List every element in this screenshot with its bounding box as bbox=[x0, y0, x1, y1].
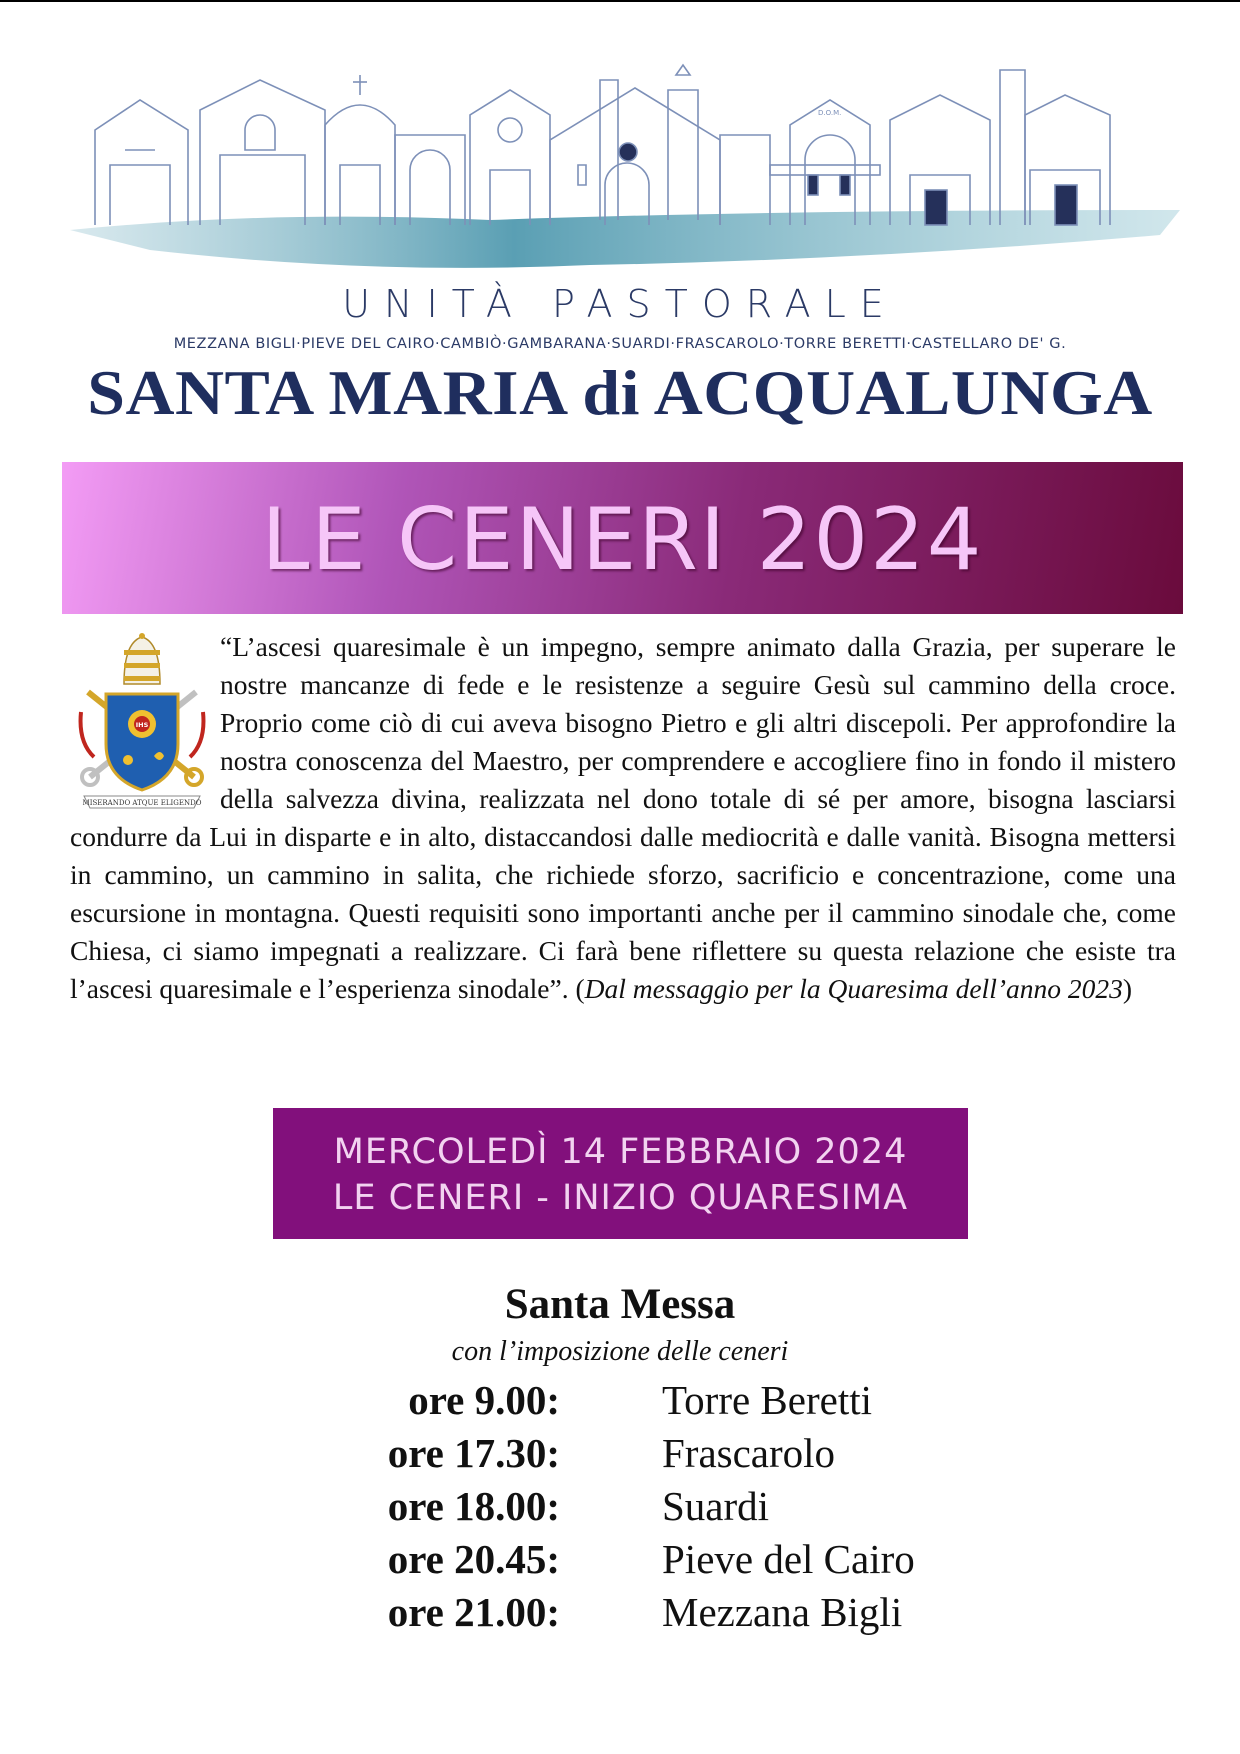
schedule-row bbox=[0, 1482, 1240, 1534]
schedule-time: ore 18.00: bbox=[387, 1483, 560, 1529]
schedule-time: ore 17.30: bbox=[387, 1430, 560, 1476]
schedule-row bbox=[0, 1429, 1240, 1481]
schedule-place: Pieve del Cairo bbox=[662, 1536, 915, 1582]
schedule-row bbox=[0, 1376, 1240, 1428]
churches-skyline-illustration bbox=[70, 60, 1180, 285]
parish-name: SANTA MARIA di ACQUALUNGA bbox=[87, 357, 1153, 428]
schedule-place: Torre Beretti bbox=[662, 1377, 873, 1423]
event-date: MERCOLEDÌ 14 FEBBRAIO 2024 bbox=[333, 1132, 908, 1172]
schedule-place: Frascarolo bbox=[662, 1430, 836, 1476]
mass-subtitle: con l’imposizione delle ceneri bbox=[451, 1336, 789, 1367]
schedule-place: Mezzana Bigli bbox=[662, 1589, 903, 1635]
event-date-box bbox=[273, 1108, 968, 1239]
schedule-time: ore 21.00: bbox=[387, 1589, 560, 1635]
schedule-place: Suardi bbox=[662, 1483, 770, 1529]
towns-list: MEZZANA BIGLI·PIEVE DEL CAIRO·CAMBIÒ·GAMBARANA·SUARDI·FRASCAROLO·TORRE BERETTI·CASTELLARO DE' G. bbox=[173, 336, 1067, 352]
crest-monogram: IHS bbox=[135, 721, 149, 729]
schedule-time: ore 9.00: bbox=[408, 1377, 560, 1423]
quote-source-close: ) bbox=[1122, 973, 1133, 1004]
banner-title: LE CENERI 2024 bbox=[261, 490, 984, 590]
schedule-row bbox=[0, 1588, 1240, 1640]
lent-message-quote bbox=[70, 628, 1176, 1008]
quote-source: Dal messaggio per la Quaresima dell’anno 2023 bbox=[584, 973, 1123, 1004]
crest-motto: MISERANDO ATQUE ELIGENDO bbox=[82, 799, 202, 807]
quote-text: “L’ascesi quaresimale è un impegno, sempre animato dalla Grazia, per superare le nostre mancanze di fede e le resistenze a seguire Gesù sul cammino della croce. Proprio come ciò di cui aveva bisogno Pietro e gli altri discepoli. Per approfondire la nostra conoscenza del Maestro, per comprendere e accogliere fino in fondo il mistero della salvezza divina, realizzata nel dono totale di sé per amore, bisogna lasciarsi condurre da Lui in disparte e in alto, distaccandosi dalle mediocrità e dalle vanità. Bisogna mettersi in cammino, un cammino in salita, che richiede sforzo, sacrificio e concentrazione, come una escursione in montagna. Questi requisiti sono importanti anche per il cammino sinodale che, come Chiesa, ci siamo impegnati a realizzare. Ci farà bene riflettere su questa relazione che esiste tra l’ascesi quaresimale e l’esperienza sinodale”. bbox=[70, 631, 1176, 1004]
skyline-label: D.O.M. bbox=[818, 109, 842, 117]
mass-title: Santa Messa bbox=[504, 1281, 736, 1328]
schedule-row bbox=[0, 1535, 1240, 1587]
unit-title: UNITÀ PASTORALE bbox=[342, 282, 898, 326]
schedule-time: ore 20.45: bbox=[387, 1536, 560, 1582]
event-name: LE CENERI - INIZIO QUARESIMA bbox=[332, 1178, 909, 1218]
title-banner bbox=[62, 462, 1183, 614]
quote-source-open: ( bbox=[568, 973, 585, 1004]
top-rule bbox=[0, 0, 1240, 2]
